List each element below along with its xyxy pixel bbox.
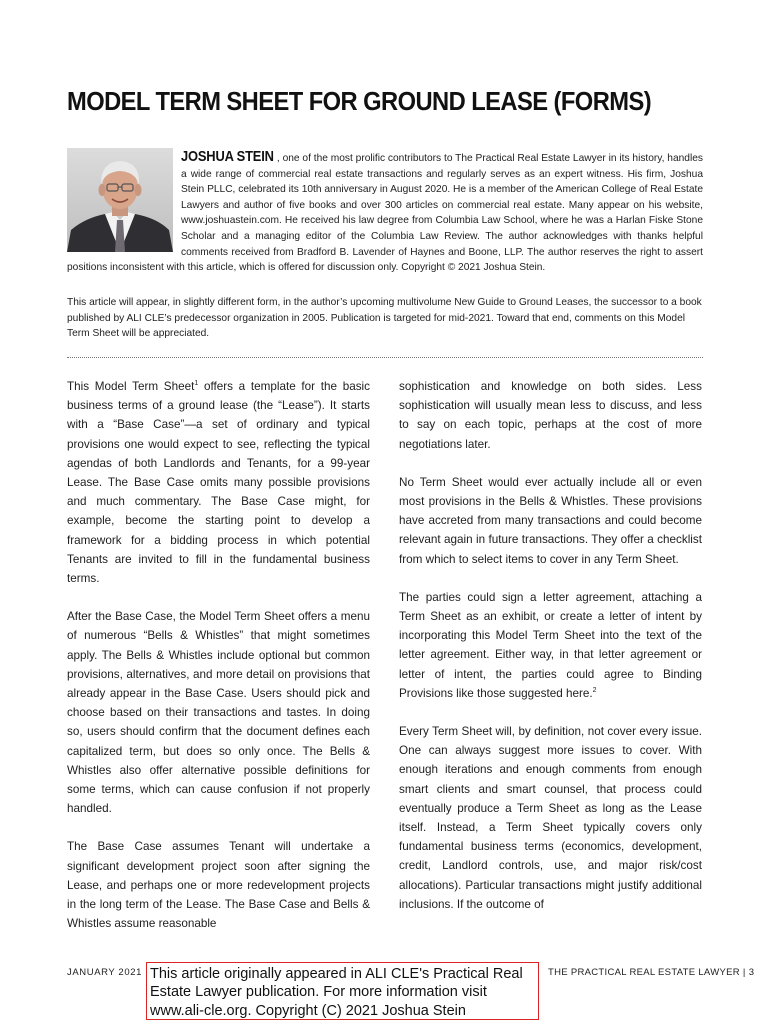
publication-name: THE PRACTICAL REAL ESTATE LAWYER xyxy=(548,967,740,978)
author-name: JOSHUA STEIN xyxy=(181,148,274,165)
body-paragraph: sophistication and knowledge on both sides. Less sophistication will usually mean less to discuss, and less to say on each topic, perhaps at the cost of more negotiations later. xyxy=(399,380,702,451)
author-bio-text: , one of the most prolific contributors to The Practical Real Estate Lawyer in its history, handles a wide range of commercial real estate transactions and regularly serves as an expert witness. His firm, Joshua Stein PLLC, celebrated its 10th anniversary in August 2020. He is a member of the American College of Real Estate Lawyers and author of five books and over 300 articles on commercial real estate. Many appear on his website, www.joshuastein.com. He received his law degree from Columbia Law School, where he was a Harlan Fiske Stone Scholar and a managing editor of the Columbia Law Review. The author acknowledges with thanks helpful comments received from Bradford B. Lavender of Haynes and Boone, LLP. The author reserves the right to assert positions inconsistent with this article, which is offered for discussion only. Copyright © 2021 Joshua Stein. xyxy=(67,153,703,274)
footnote-ref[interactable]: 2 xyxy=(592,686,597,694)
footer-date: JANUARY 2021 xyxy=(67,967,142,978)
copyright-notice: This article originally appeared in ALI CLE's Practical Real Estate Lawyer publication. For more information visit www.ali-cle.org. Copyright (C) 2021 Joshua Stein xyxy=(146,962,539,1020)
section-divider xyxy=(67,357,703,358)
column-left xyxy=(67,377,370,952)
publication-note: This article will appear, in slightly different form, in the author’s upcoming multivolume New Guide to Ground Leases, the successor to a book published by ALI CLE’s predecessor organization in 2005. Publication is targeted for mid-2021. Toward that end, comments on this Model Term Sheet will be appreciated. xyxy=(67,297,702,340)
author-bio xyxy=(67,149,703,276)
body-paragraph: The parties could sign a letter agreement, attaching a Term Sheet as an exhibit, or create a letter of intent by incorporating this Model Term Sheet into the text of the letter agreement. Either way, in that letter agreement or letter of intent, the parties could agree to Binding Provisions like those suggested here.$^2$ xyxy=(399,590,702,700)
footer-separator: | xyxy=(742,967,746,978)
page-number: 3 xyxy=(748,967,755,978)
body-paragraph: Every Term Sheet will, by definition, not cover every issue. One can always suggest more issues to cover. With enough iterations and enough comments from enough smart clients and smart counsel, that process could eventually produce a Term Sheet as long as the Lease itself. Instead, a Term Sheet typically covers only fundamental business terms (economics, development, credit, Landlord controls, use, and major risk/cost allocations). Particular transactions might justify additional inclusions. If the outcome of xyxy=(399,725,702,911)
footer-publication xyxy=(548,967,754,978)
body-paragraph: After the Base Case, the Model Term Sheet offers a menu of numerous “Bells & Whistles” that might sometimes apply. The Bells & Whistles include optional but common provisions, alternatives, and more detail on provisions that already appear in the Base Case. Users should pick and choose based on their transactions and tastes. In doing so, users should confirm that the document defines each capitalized term, but does so only once. The Bells & Whistles also offer alternative possible definitions for some terms, which can cause confusion if not properly handled. xyxy=(67,610,370,816)
footnote-ref[interactable]: 1 xyxy=(194,380,199,388)
body-paragraph: No Term Sheet would ever actually include all or even most provisions in the Bells & Whistles. These provisions have accreted from many transactions and could become relevant again in future transactions. They offer a checklist from which to select items to cover in any Term Sheet. xyxy=(399,475,702,566)
article-title: MODEL TERM SHEET FOR GROUND LEASE (FORMS) xyxy=(67,88,652,116)
column-right xyxy=(399,377,702,933)
body-paragraph: This Model Term Sheet$^1$ offers a template for the basic business terms of a ground lease (the “Lease”). It starts with a “Base Case”—a set of ordinary and typical provisions one would expect to see, reflecting the typical agendas of both Landlords and Tenants, for a 99-year Lease. The Base Case omits many possible provisions and much commentary. The Base Case might, for example, become the starting point to develop a framework for a bidding process in which potential Tenants are invited to fill in the fundamental business terms. xyxy=(67,380,370,586)
body-paragraph: The Base Case assumes Tenant will undertake a significant development project soon after signing the Lease, and perhaps one or more redevelopment projects in the long term of the Lease. The Base Case and Bells & Whistles assume reasonable xyxy=(67,840,370,931)
